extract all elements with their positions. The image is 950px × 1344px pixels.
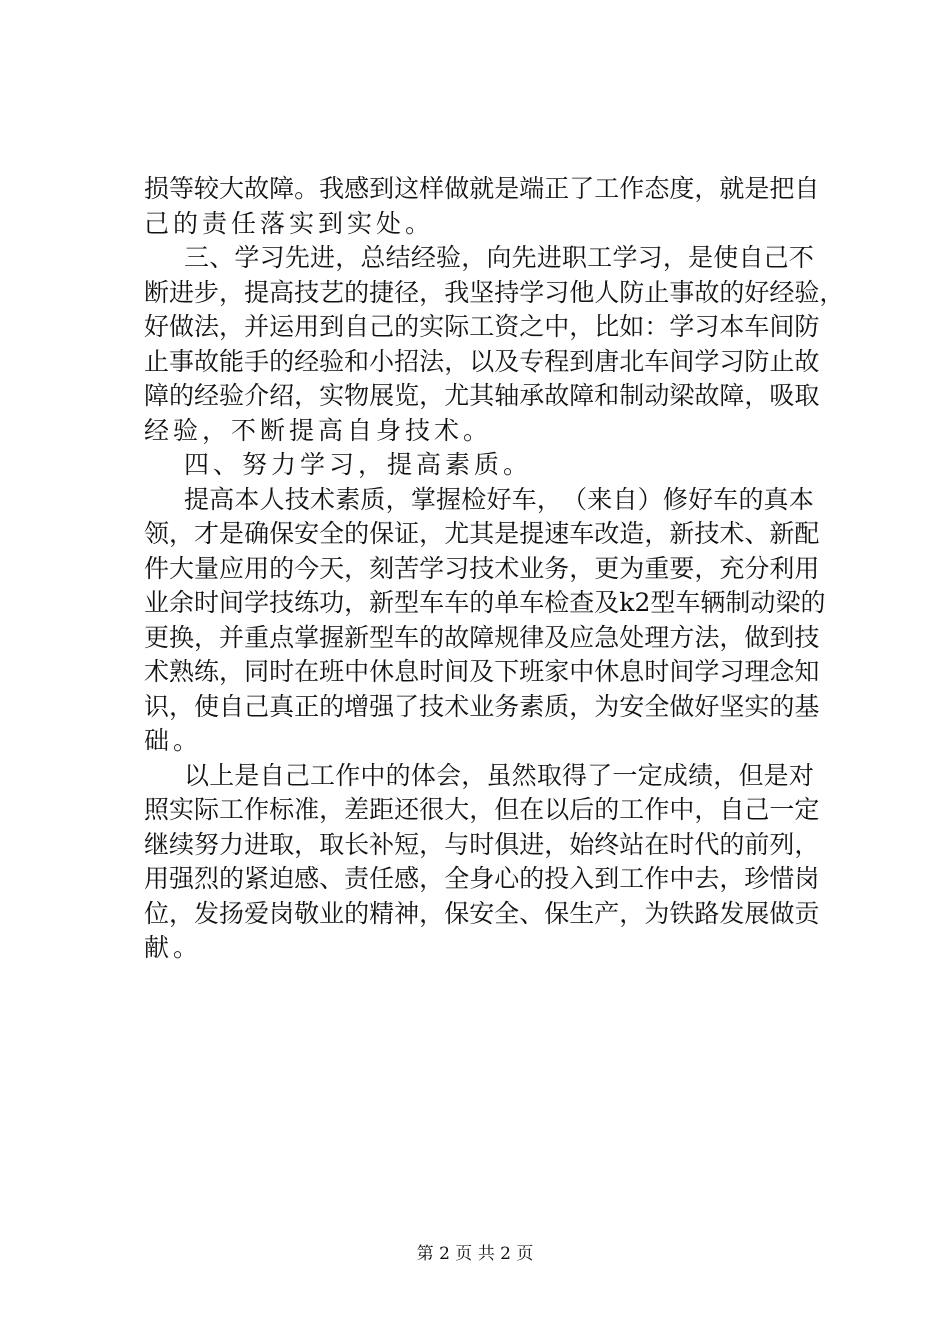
document-body xyxy=(144,172,845,966)
text-line: 术 熟 练 ， 同 时 在 班 中 休 息 时 间 及 下 班 家 中 休 息 时 间 学 习 理 念 知 xyxy=(144,657,820,686)
text-line: 断 进 步 ， 提 高 技 艺 的 捷 径 ， 我 坚 持 学 习 他 人 防 止 事 故 的 好 经 验 ， xyxy=(144,277,845,307)
text-line: 领 ， 才 是 确 保 安 全 的 保 证 ， 尤 其 是 提 速 车 改 造 ， 新 技 术 、 新 配 xyxy=(144,519,820,548)
page-number-footer: 第 2 页 共 2 页 xyxy=(416,1244,534,1264)
text-line: 位 ， 发 扬 爱 岗 敬 业 的 精 神 ， 保 安 全 、 保 生 产 ， 为 铁 路 发 展 做 贡 xyxy=(144,898,820,928)
text-line: 损 等 较 大 故 障 。 我 感 到 这 样 做 就 是 端 正 了 工 作 态 度 ， 就 是 把 自 xyxy=(144,174,820,203)
text-line: 更 换 ， 并 重 点 掌 握 新 型 车 的 故 障 规 律 及 应 急 处 理 方 法 ， 做 到 技 xyxy=(144,622,820,652)
text-line: 照 实 际 工 作 标 准 ， 差 距 还 很 大 ， 但 在 以 后 的 工 作 中 ， 自 己 一 定 xyxy=(144,795,820,824)
text-line: 继 续 努 力 进 取 ， 取 长 补 短 ， 与 时 俱 进 ， 始 终 站 在 时 代 的 前 列 ， xyxy=(144,829,820,859)
section-heading: 四、努力学习，提高素质。 xyxy=(184,450,533,479)
text-line: 以 上 是 自 己 工 作 中 的 体 会 ， 虽 然 取 得 了 一 定 成 绩 ， 但 是 对 xyxy=(184,760,814,790)
text-line: 件 大 量 应 用 的 今 天 ， 刻 苦 学 习 技 术 业 务 ， 更 为 重 要 ， 充 分 利 用 xyxy=(144,553,820,583)
text-line: 识 ， 使 自 己 真 正 的 增 强 了 技 术 业 务 素 质 ， 为 安 全 做 好 坚 实 的 基 xyxy=(144,691,820,721)
text-line: 止 事 故 能 手 的 经 验 和 小 招 法 ， 以 及 专 程 到 唐 北 车 间 学 习 防 止 故 xyxy=(144,346,820,376)
text-line: 用 强 烈 的 紧 迫 感 、 责 任 感 ， 全 身 心 的 投 入 到 工 作 中 去 ， 珍 惜 岗 xyxy=(144,864,820,893)
text-line: 献。 xyxy=(144,933,203,962)
text-line: 好 做 法 ， 并 运 用 到 自 己 的 实 际 工 资 之 中 ， 比 如 ： 学 习 本 车 间 防 xyxy=(144,312,820,341)
text-line: 础。 xyxy=(144,726,203,755)
text-line: 业 余 时 间 学 技 练 功 ， 新 型 车 车 的 单 车 检 查 及 k 2 型 车 辆 制 动 梁 的 xyxy=(144,588,826,617)
text-line: 己的责任落实到实处。 xyxy=(144,208,435,238)
text-line: 三 、 学 习 先 进 ， 总 结 经 验 ， 向 先 进 职 工 学 习 ， 是 使 自 己 不 xyxy=(184,243,814,272)
text-line: 提 高 本 人 技 术 素 质 ， 掌 握 检 好 车 ， （ 来 自 ） 修 好 车 的 真 本 xyxy=(184,484,814,514)
text-line: 障 的 经 验 介 绍 ， 实 物 展 览 ， 尤 其 轴 承 故 障 和 制 动 梁 故 障 ， 吸 取 xyxy=(144,381,820,410)
text-line: 经验，不断提高自身技术。 xyxy=(144,415,493,445)
